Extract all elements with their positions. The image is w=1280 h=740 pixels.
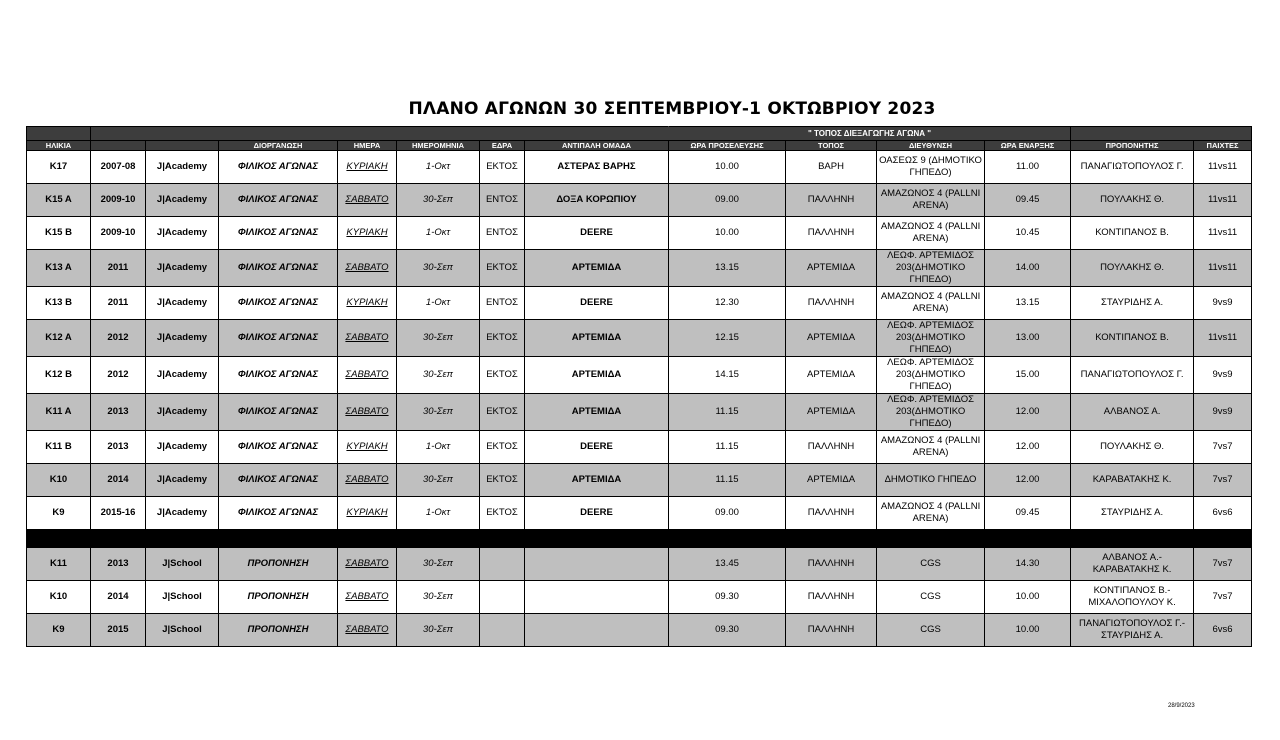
program-cell: J|Academy — [146, 394, 219, 431]
header-day: ΗΜΕΡΑ — [338, 141, 397, 151]
arrival-time-cell: 12.15 — [669, 320, 786, 357]
coach-cell: ΠΟΥΛΑΚΗΣ Θ. — [1071, 431, 1194, 464]
opponent-cell: ΑΡΤΕΜΙΔΑ — [525, 464, 669, 497]
players-cell: 7vs7 — [1194, 431, 1252, 464]
date-cell: 30-Σεπ — [397, 548, 480, 581]
age-cell: K12 A — [27, 320, 91, 357]
venue-side-cell: ΕΚΤΟΣ — [480, 320, 525, 357]
venue-side-cell: ΕΚΤΟΣ — [480, 250, 525, 287]
day-cell: ΣΑΒΒΑΤΟ — [338, 320, 397, 357]
age-cell: K15 A — [27, 184, 91, 217]
start-time-cell: 10.00 — [985, 614, 1071, 647]
date-cell: 1-Οκτ — [397, 151, 480, 184]
header-organization: ΔΙΟΡΓΑΝΩΣΗ — [219, 141, 338, 151]
start-time-cell: 15.00 — [985, 357, 1071, 394]
organization-cell: ΦΙΛΙΚΟΣ ΑΓΩΝΑΣ — [219, 431, 338, 464]
birth-year-cell: 2013 — [91, 394, 146, 431]
date-cell: 30-Σεπ — [397, 320, 480, 357]
venue-band-row — [27, 127, 1252, 141]
arrival-time-cell: 09.00 — [669, 184, 786, 217]
players-cell: 11vs11 — [1194, 151, 1252, 184]
address-cell: CGS — [877, 614, 985, 647]
header-opponent: ΑΝΤΙΠΑΛΗ ΟΜΑΔΑ — [525, 141, 669, 151]
program-cell: J|Academy — [146, 320, 219, 357]
arrival-time-cell: 13.45 — [669, 548, 786, 581]
day-cell: ΣΑΒΒΑΤΟ — [338, 357, 397, 394]
separator-cell — [27, 530, 1252, 548]
start-time-cell: 13.00 — [985, 320, 1071, 357]
program-cell: J|School — [146, 614, 219, 647]
place-cell: ΑΡΤΕΜΙΔΑ — [786, 357, 877, 394]
start-time-cell: 13.15 — [985, 287, 1071, 320]
start-time-cell: 14.00 — [985, 250, 1071, 287]
opponent-cell: DEERE — [525, 287, 669, 320]
coach-cell: ΠΑΝΑΓΙΩΤΟΠΟΥΛΟΣ Γ. — [1071, 151, 1194, 184]
date-cell: 1-Οκτ — [397, 431, 480, 464]
address-cell: ΛΕΩΦ. ΑΡΤΕΜΙΔΟΣ 203(ΔΗΜΟΤΙΚΟ ΓΗΠΕΔΟ) — [877, 250, 985, 287]
coach-cell: ΚΑΡΑΒΑΤΑΚΗΣ Κ. — [1071, 464, 1194, 497]
program-cell: J|Academy — [146, 464, 219, 497]
table-row — [27, 497, 1252, 530]
place-cell: ΠΑΛΛΗΝΗ — [786, 614, 877, 647]
date-cell: 30-Σεπ — [397, 614, 480, 647]
organization-cell: ΦΙΛΙΚΟΣ ΑΓΩΝΑΣ — [219, 217, 338, 250]
header-age: ΗΛΙΚΙΑ — [27, 141, 91, 151]
page-title: ΠΛΑΝΟ ΑΓΩΝΩΝ 30 ΣΕΠΤΕΜΒΡΙΟΥ-1 ΟΚΤΩΒΡΙΟΥ 2023 — [408, 99, 936, 119]
organization-cell: ΦΙΛΙΚΟΣ ΑΓΩΝΑΣ — [219, 151, 338, 184]
date-cell: 30-Σεπ — [397, 464, 480, 497]
address-cell: ΛΕΩΦ. ΑΡΤΕΜΙΔΟΣ 203(ΔΗΜΟΤΙΚΟ ΓΗΠΕΔΟ) — [877, 394, 985, 431]
day-cell: ΚΥΡΙΑΚΗ — [338, 431, 397, 464]
program-cell: J|Academy — [146, 217, 219, 250]
coach-cell: ΠΟΥΛΑΚΗΣ Θ. — [1071, 184, 1194, 217]
column-header-row — [27, 141, 1252, 151]
birth-year-cell: 2009-10 — [91, 217, 146, 250]
organization-cell: ΦΙΛΙΚΟΣ ΑΓΩΝΑΣ — [219, 394, 338, 431]
day-cell: ΣΑΒΒΑΤΟ — [338, 548, 397, 581]
start-time-cell: 12.00 — [985, 464, 1071, 497]
place-cell: ΑΡΤΕΜΙΔΑ — [786, 464, 877, 497]
age-cell: K11 A — [27, 394, 91, 431]
header-coach: ΠΡΟΠΟΝΗΤΗΣ — [1071, 141, 1194, 151]
program-cell: J|Academy — [146, 250, 219, 287]
place-cell: ΠΑΛΛΗΝΗ — [786, 581, 877, 614]
players-cell: 6vs6 — [1194, 497, 1252, 530]
day-cell: ΣΑΒΒΑΤΟ — [338, 614, 397, 647]
opponent-cell: ΑΡΤΕΜΙΔΑ — [525, 357, 669, 394]
header-date: ΗΜΕΡΟΜΗΝΙΑ — [397, 141, 480, 151]
program-cell: J|School — [146, 581, 219, 614]
players-cell: 6vs6 — [1194, 614, 1252, 647]
place-cell: ΑΡΤΕΜΙΔΑ — [786, 250, 877, 287]
address-cell: CGS — [877, 581, 985, 614]
coach-cell: ΚΟΝΤΙΠΑΝΟΣ Β.- ΜΙΧΑΛΟΠΟΥΛΟΥ Κ. — [1071, 581, 1194, 614]
players-cell: 11vs11 — [1194, 250, 1252, 287]
age-cell: K17 — [27, 151, 91, 184]
venue-side-cell: ΕΚΤΟΣ — [480, 394, 525, 431]
organization-cell: ΦΙΛΙΚΟΣ ΑΓΩΝΑΣ — [219, 287, 338, 320]
band-cell — [91, 127, 669, 141]
arrival-time-cell: 14.15 — [669, 357, 786, 394]
date-cell: 30-Σεπ — [397, 357, 480, 394]
start-time-cell: 14.30 — [985, 548, 1071, 581]
players-cell: 11vs11 — [1194, 217, 1252, 250]
opponent-cell: DEERE — [525, 497, 669, 530]
age-cell: K10 — [27, 581, 91, 614]
table-row — [27, 548, 1252, 581]
venue-side-cell: ΕΝΤΟΣ — [480, 217, 525, 250]
arrival-time-cell: 10.00 — [669, 217, 786, 250]
program-cell: J|Academy — [146, 431, 219, 464]
header-program — [146, 141, 219, 151]
coach-cell: ΠΑΝΑΓΙΩΤΟΠΟΥΛΟΣ Γ.- ΣΤΑΥΡΙΔΗΣ Α. — [1071, 614, 1194, 647]
day-cell: ΣΑΒΒΑΤΟ — [338, 464, 397, 497]
organization-cell: ΦΙΛΙΚΟΣ ΑΓΩΝΑΣ — [219, 357, 338, 394]
birth-year-cell: 2011 — [91, 250, 146, 287]
players-cell: 7vs7 — [1194, 464, 1252, 497]
opponent-cell — [525, 548, 669, 581]
band-cell — [1071, 127, 1252, 141]
age-cell: K13 A — [27, 250, 91, 287]
header-players: ΠΑΙΧΤΕΣ — [1194, 141, 1252, 151]
organization-cell: ΦΙΛΙΚΟΣ ΑΓΩΝΑΣ — [219, 497, 338, 530]
players-cell: 7vs7 — [1194, 548, 1252, 581]
arrival-time-cell: 11.15 — [669, 394, 786, 431]
day-cell: ΚΥΡΙΑΚΗ — [338, 287, 397, 320]
place-cell: ΑΡΤΕΜΙΔΑ — [786, 320, 877, 357]
day-cell: ΣΑΒΒΑΤΟ — [338, 581, 397, 614]
program-cell: J|Academy — [146, 357, 219, 394]
venue-side-cell: ΕΚΤΟΣ — [480, 497, 525, 530]
age-cell: K10 — [27, 464, 91, 497]
date-cell: 30-Σεπ — [397, 250, 480, 287]
coach-cell: ΠΟΥΛΑΚΗΣ Θ. — [1071, 250, 1194, 287]
coach-cell: ΑΛΒΑΝΟΣ Α.- ΚΑΡΑΒΑΤΑΚΗΣ Κ. — [1071, 548, 1194, 581]
date-cell: 1-Οκτ — [397, 217, 480, 250]
day-cell: ΚΥΡΙΑΚΗ — [338, 497, 397, 530]
place-cell: ΠΑΛΛΗΝΗ — [786, 431, 877, 464]
schedule-table — [26, 126, 1252, 647]
table-row — [27, 250, 1252, 287]
start-time-cell: 09.45 — [985, 184, 1071, 217]
header-start-time: ΩΡΑ ΕΝΑΡΞΗΣ — [985, 141, 1071, 151]
table-row — [27, 217, 1252, 250]
players-cell: 11vs11 — [1194, 184, 1252, 217]
address-cell: ΑΜΑΖΩΝΟΣ 4 (PALLNI ARENA) — [877, 287, 985, 320]
organization-cell: ΦΙΛΙΚΟΣ ΑΓΩΝΑΣ — [219, 320, 338, 357]
band-cell — [27, 127, 91, 141]
birth-year-cell: 2014 — [91, 464, 146, 497]
opponent-cell: ΔΟΞΑ ΚΟΡΩΠΙΟΥ — [525, 184, 669, 217]
header-venue-side: ΕΔΡΑ — [480, 141, 525, 151]
opponent-cell: DEERE — [525, 431, 669, 464]
address-cell: ΑΜΑΖΩΝΟΣ 4 (PALLNI ARENA) — [877, 431, 985, 464]
place-cell: ΠΑΛΛΗΝΗ — [786, 497, 877, 530]
venue-side-cell: ΕΚΤΟΣ — [480, 431, 525, 464]
place-cell: ΠΑΛΛΗΝΗ — [786, 548, 877, 581]
age-cell: K15 B — [27, 217, 91, 250]
players-cell: 7vs7 — [1194, 581, 1252, 614]
address-cell: ΛΕΩΦ. ΑΡΤΕΜΙΔΟΣ 203(ΔΗΜΟΤΙΚΟ ΓΗΠΕΔΟ) — [877, 320, 985, 357]
arrival-time-cell: 09.30 — [669, 581, 786, 614]
table-row — [27, 431, 1252, 464]
birth-year-cell: 2015-16 — [91, 497, 146, 530]
organization-cell: ΦΙΛΙΚΟΣ ΑΓΩΝΑΣ — [219, 250, 338, 287]
opponent-cell: ΑΡΤΕΜΙΔΑ — [525, 250, 669, 287]
program-cell: J|Academy — [146, 184, 219, 217]
opponent-cell — [525, 614, 669, 647]
place-cell: ΠΑΛΛΗΝΗ — [786, 217, 877, 250]
players-cell: 9vs9 — [1194, 357, 1252, 394]
organization-cell: ΦΙΛΙΚΟΣ ΑΓΩΝΑΣ — [219, 464, 338, 497]
table-row — [27, 184, 1252, 217]
organization-cell: ΠΡΟΠΟΝΗΣΗ — [219, 581, 338, 614]
address-cell: ΟΑΣΕΩΣ 9 (ΔΗΜΟΤΙΚΟ ΓΗΠΕΔΟ) — [877, 151, 985, 184]
table-row — [27, 287, 1252, 320]
birth-year-cell: 2009-10 — [91, 184, 146, 217]
arrival-time-cell: 11.15 — [669, 464, 786, 497]
arrival-time-cell: 09.30 — [669, 614, 786, 647]
table-row — [27, 320, 1252, 357]
opponent-cell — [525, 581, 669, 614]
table-row — [27, 581, 1252, 614]
arrival-time-cell: 11.15 — [669, 431, 786, 464]
date-cell: 1-Οκτ — [397, 497, 480, 530]
day-cell: ΣΑΒΒΑΤΟ — [338, 184, 397, 217]
address-cell: ΛΕΩΦ. ΑΡΤΕΜΙΔΟΣ 203(ΔΗΜΟΤΙΚΟ ΓΗΠΕΔΟ) — [877, 357, 985, 394]
venue-side-cell: ΕΚΤΟΣ — [480, 357, 525, 394]
date-cell: 30-Σεπ — [397, 394, 480, 431]
program-cell: J|Academy — [146, 151, 219, 184]
arrival-time-cell: 09.00 — [669, 497, 786, 530]
arrival-time-cell: 12.30 — [669, 287, 786, 320]
age-cell: K9 — [27, 614, 91, 647]
birth-year-cell: 2012 — [91, 357, 146, 394]
start-time-cell: 09.45 — [985, 497, 1071, 530]
day-cell: ΚΥΡΙΑΚΗ — [338, 151, 397, 184]
age-cell: K9 — [27, 497, 91, 530]
birth-year-cell: 2013 — [91, 548, 146, 581]
program-cell: J|Academy — [146, 497, 219, 530]
age-cell: K13 B — [27, 287, 91, 320]
schedule-body — [27, 127, 1252, 647]
address-cell: ΑΜΑΖΩΝΟΣ 4 (PALLNI ARENA) — [877, 217, 985, 250]
header-address: ΔΙΕΥΘΥΝΣΗ — [877, 141, 985, 151]
table-row — [27, 357, 1252, 394]
start-time-cell: 12.00 — [985, 431, 1071, 464]
opponent-cell: ΑΡΤΕΜΙΔΑ — [525, 320, 669, 357]
venue-side-cell — [480, 614, 525, 647]
day-cell: ΚΥΡΙΑΚΗ — [338, 217, 397, 250]
venue-side-cell — [480, 548, 525, 581]
birth-year-cell: 2011 — [91, 287, 146, 320]
address-cell: ΑΜΑΖΩΝΟΣ 4 (PALLNI ARENA) — [877, 184, 985, 217]
table-row — [27, 151, 1252, 184]
header-arrival-time: ΩΡΑ ΠΡΟΣΕΛΕΥΣΗΣ — [669, 141, 786, 151]
place-cell: ΑΡΤΕΜΙΔΑ — [786, 394, 877, 431]
birth-year-cell: 2013 — [91, 431, 146, 464]
header-birth-year — [91, 141, 146, 151]
organization-cell: ΦΙΛΙΚΟΣ ΑΓΩΝΑΣ — [219, 184, 338, 217]
day-cell: ΣΑΒΒΑΤΟ — [338, 394, 397, 431]
venue-group-header: " ΤΟΠΟΣ ΔΙΕΞΑΓΩΓΗΣ ΑΓΩΝΑ " — [669, 127, 1071, 141]
coach-cell: ΚΟΝΤΙΠΑΝΟΣ Β. — [1071, 217, 1194, 250]
players-cell: 11vs11 — [1194, 320, 1252, 357]
organization-cell: ΠΡΟΠΟΝΗΣΗ — [219, 614, 338, 647]
venue-side-cell: ΕΚΤΟΣ — [480, 464, 525, 497]
players-cell: 9vs9 — [1194, 394, 1252, 431]
place-cell: ΠΑΛΛΗΝΗ — [786, 287, 877, 320]
place-cell: ΠΑΛΛΗΝΗ — [786, 184, 877, 217]
program-cell: J|School — [146, 548, 219, 581]
coach-cell: ΣΤΑΥΡΙΔΗΣ Α. — [1071, 497, 1194, 530]
age-cell: K12 B — [27, 357, 91, 394]
opponent-cell: ΑΣΤΕΡΑΣ ΒΑΡΗΣ — [525, 151, 669, 184]
venue-side-cell: ΕΝΤΟΣ — [480, 184, 525, 217]
footer-date: 28/9/2023 — [1168, 703, 1195, 709]
address-cell: CGS — [877, 548, 985, 581]
day-cell: ΣΑΒΒΑΤΟ — [338, 250, 397, 287]
header-place: ΤΟΠΟΣ — [786, 141, 877, 151]
program-cell: J|Academy — [146, 287, 219, 320]
start-time-cell: 12.00 — [985, 394, 1071, 431]
table-row — [27, 464, 1252, 497]
coach-cell: ΚΟΝΤΙΠΑΝΟΣ Β. — [1071, 320, 1194, 357]
table-row — [27, 614, 1252, 647]
date-cell: 30-Σεπ — [397, 184, 480, 217]
birth-year-cell: 2014 — [91, 581, 146, 614]
place-cell: ΒΑΡΗ — [786, 151, 877, 184]
coach-cell: ΑΛΒΑΝΟΣ Α. — [1071, 394, 1194, 431]
start-time-cell: 11.00 — [985, 151, 1071, 184]
age-cell: K11 — [27, 548, 91, 581]
coach-cell: ΠΑΝΑΓΙΩΤΟΠΟΥΛΟΣ Γ. — [1071, 357, 1194, 394]
table-row — [27, 394, 1252, 431]
arrival-time-cell: 10.00 — [669, 151, 786, 184]
date-cell: 30-Σεπ — [397, 581, 480, 614]
venue-side-cell: ΕΚΤΟΣ — [480, 151, 525, 184]
start-time-cell: 10.45 — [985, 217, 1071, 250]
birth-year-cell: 2015 — [91, 614, 146, 647]
address-cell: ΑΜΑΖΩΝΟΣ 4 (PALLNI ARENA) — [877, 497, 985, 530]
venue-side-cell: ΕΝΤΟΣ — [480, 287, 525, 320]
coach-cell: ΣΤΑΥΡΙΔΗΣ Α. — [1071, 287, 1194, 320]
date-cell: 1-Οκτ — [397, 287, 480, 320]
arrival-time-cell: 13.15 — [669, 250, 786, 287]
birth-year-cell: 2012 — [91, 320, 146, 357]
venue-side-cell — [480, 581, 525, 614]
age-cell: K11 B — [27, 431, 91, 464]
address-cell: ΔΗΜΟΤΙΚΟ ΓΗΠΕΔΟ — [877, 464, 985, 497]
birth-year-cell: 2007-08 — [91, 151, 146, 184]
section-separator — [27, 530, 1252, 548]
players-cell: 9vs9 — [1194, 287, 1252, 320]
start-time-cell: 10.00 — [985, 581, 1071, 614]
opponent-cell: ΑΡΤΕΜΙΔΑ — [525, 394, 669, 431]
opponent-cell: DEERE — [525, 217, 669, 250]
organization-cell: ΠΡΟΠΟΝΗΣΗ — [219, 548, 338, 581]
